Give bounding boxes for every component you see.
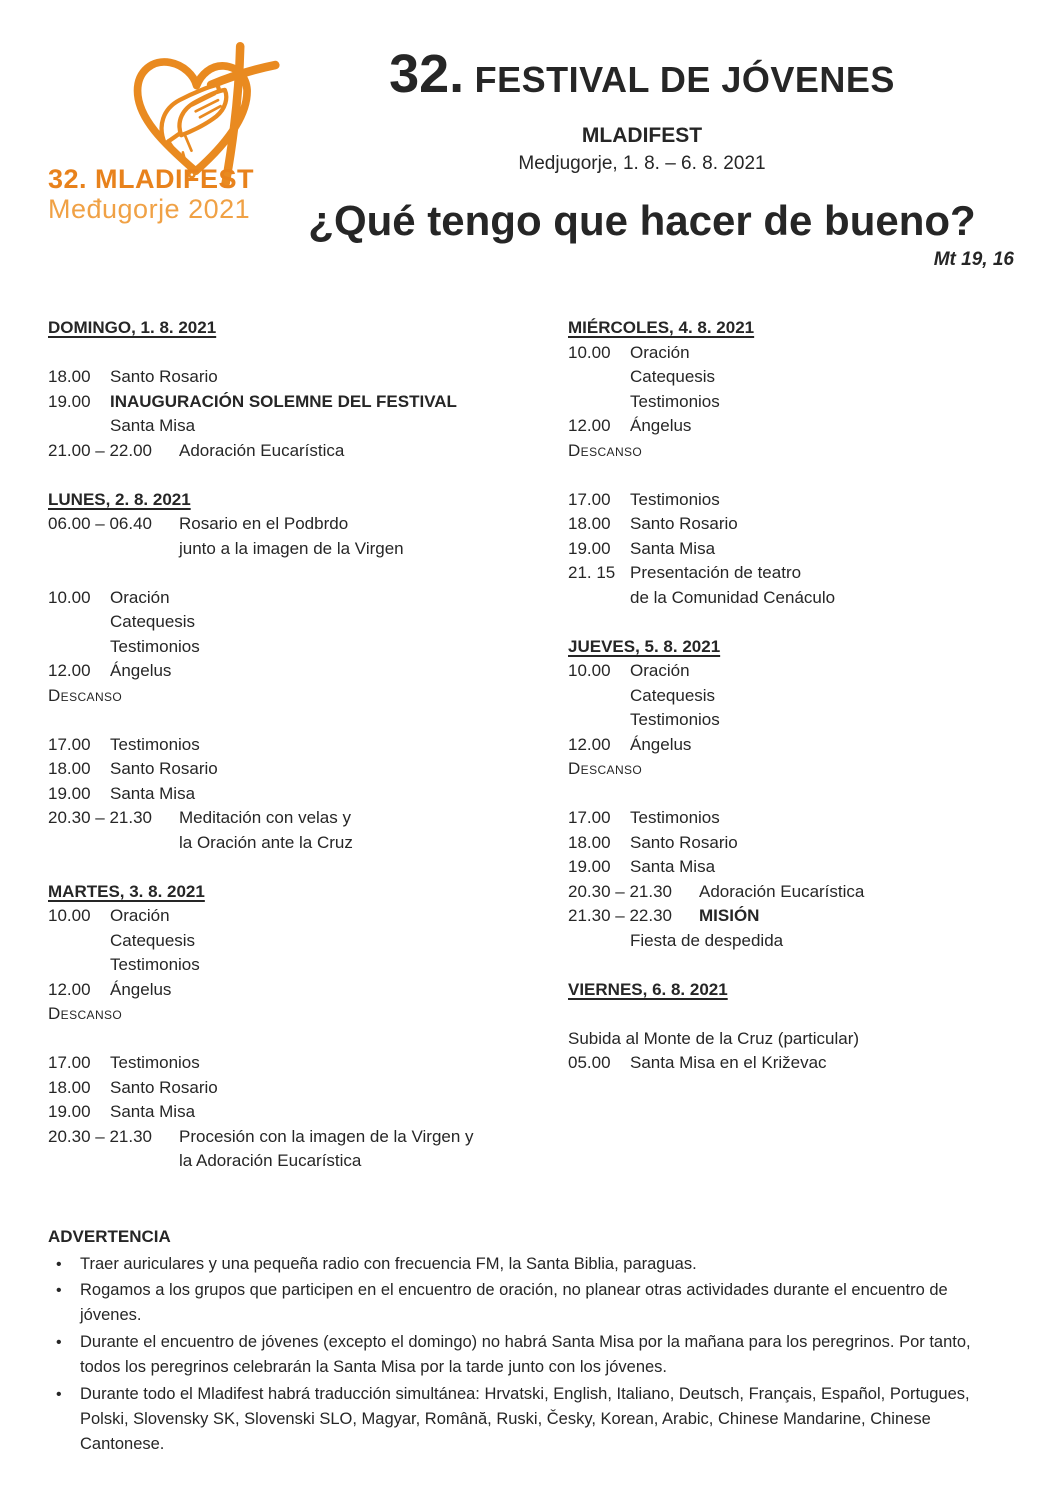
event-text: Testimonios bbox=[110, 955, 200, 974]
event-text: Santa Misa bbox=[630, 538, 716, 558]
schedule-row bbox=[568, 880, 1018, 905]
event-text: Adoración Eucarística bbox=[179, 440, 345, 460]
spacer-row bbox=[48, 561, 520, 586]
mladifest-logo bbox=[48, 36, 318, 226]
time-cell bbox=[48, 929, 110, 954]
event-text: la Adoración Eucarística bbox=[179, 1151, 362, 1170]
page-title bbox=[280, 44, 1004, 114]
time-cell: 21. 15 bbox=[568, 563, 616, 582]
festival-dates: Medjugorje, 1. 8. – 6. 8. 2021 bbox=[518, 153, 766, 174]
schedule-row bbox=[568, 806, 1018, 831]
event-text: Testimonios bbox=[630, 808, 720, 827]
notice-bullet-list bbox=[48, 1252, 1012, 1458]
schedule-row bbox=[48, 365, 520, 390]
time-cell: 17.00 bbox=[568, 489, 611, 509]
event-text: la Oración ante la Cruz bbox=[179, 832, 353, 852]
time-cell: 12.00 bbox=[48, 979, 91, 999]
time-cell: 12.00 bbox=[568, 416, 611, 435]
schedule-row bbox=[48, 1002, 520, 1027]
schedule-row bbox=[48, 1100, 520, 1125]
schedule-row bbox=[48, 586, 520, 611]
notice-bullet: • Traer auriculares y una pequeña radio con frecuencia FM, la Santa Biblia, paraguas. bbox=[48, 1252, 1012, 1277]
time-cell: 12.00 bbox=[568, 734, 611, 754]
notice-bullet: • Durante todo el Mladifest habrá traducción simultánea: Hrvatski, English, Italiano, Deutsch, Français, Español, Portugues, Polski, Slovensky SK, Slovenski SLO, Magyar, Română, Ruski, Česky, Korean, Arabic, Chinese Mandarine, Chinese Cantonese. bbox=[48, 1382, 1012, 1458]
schedule-row bbox=[48, 929, 520, 954]
day-section bbox=[48, 488, 520, 856]
schedule-row bbox=[48, 537, 520, 562]
spacer-row bbox=[568, 782, 1018, 807]
event-text: MISIÓN bbox=[699, 906, 760, 925]
event-text: Ángelus bbox=[630, 416, 692, 435]
time-cell bbox=[568, 365, 630, 390]
event-text: Santa Misa bbox=[630, 857, 716, 876]
day-title: MIÉRCOLES, 4. 8. 2021 bbox=[568, 318, 755, 337]
time-cell: 10.00 bbox=[568, 661, 611, 680]
spacer-row bbox=[48, 708, 520, 733]
time-cell: 17.00 bbox=[568, 808, 611, 827]
schedule-row bbox=[568, 904, 1018, 929]
day-section bbox=[48, 880, 520, 1174]
schedule-row bbox=[568, 929, 1018, 954]
time-cell: 20.30 – 21.30 bbox=[48, 1126, 152, 1146]
event-text: Santa Misa bbox=[110, 1102, 196, 1121]
event-text: Testimonios bbox=[110, 734, 200, 754]
schedule-row bbox=[568, 561, 1018, 586]
schedule-row bbox=[48, 659, 520, 684]
day-section bbox=[568, 635, 1018, 954]
time-cell: 18.00 bbox=[568, 832, 611, 852]
schedule-column-right bbox=[568, 316, 1018, 1174]
event-text: Oración bbox=[110, 587, 170, 607]
event-text: Santa Misa bbox=[110, 783, 196, 803]
time-cell: 10.00 bbox=[48, 906, 91, 925]
time-cell: 21.00 – 22.00 bbox=[48, 440, 152, 460]
time-cell: 21.30 – 22.30 bbox=[568, 906, 672, 925]
time-cell: 18.00 bbox=[48, 759, 91, 778]
day-title: JUEVES, 5. 8. 2021 bbox=[568, 636, 721, 656]
festival-subtitle: MLADIFEST bbox=[581, 124, 703, 147]
logo-text-medjugorje: Međugorje 2021 bbox=[48, 194, 251, 224]
break-label: Descanso bbox=[48, 1004, 123, 1023]
time-cell: 18.00 bbox=[568, 514, 611, 533]
event-text: Fiesta de despedida bbox=[630, 930, 784, 950]
notice-section bbox=[0, 1224, 1048, 1458]
schedule-row bbox=[568, 831, 1018, 856]
spacer-row bbox=[48, 1027, 520, 1052]
schedule bbox=[0, 316, 1048, 1174]
schedule-row bbox=[568, 1027, 1018, 1052]
event-text: Catequesis bbox=[630, 367, 716, 386]
event-text: Rosario en el Podbrdo bbox=[179, 514, 349, 533]
schedule-row bbox=[48, 806, 520, 831]
day-section bbox=[568, 316, 1018, 610]
spacer-row bbox=[568, 1002, 1018, 1027]
time-cell: 06.00 – 06.40 bbox=[48, 514, 152, 533]
break-label: Descanso bbox=[48, 685, 123, 705]
time-cell bbox=[48, 610, 110, 635]
schedule-row bbox=[568, 757, 1018, 782]
event-text: Testimonios bbox=[630, 391, 720, 411]
schedule-row bbox=[48, 733, 520, 758]
notice-bullet: • Durante el encuentro de jóvenes (excepto el domingo) no habrá Santa Misa por la mañana para los peregrinos. Por tanto, todos los peregrinos celebrarán la Santa Misa por la tarde junto con los jóvenes. bbox=[48, 1330, 1012, 1381]
schedule-row bbox=[48, 439, 520, 464]
schedule-row bbox=[48, 757, 520, 782]
festival-number: 32. bbox=[389, 44, 465, 104]
event-text: Ángelus bbox=[630, 734, 692, 754]
document-header bbox=[280, 44, 1004, 245]
event-text: junto a la imagen de la Virgen bbox=[179, 538, 404, 558]
time-cell: 05.00 bbox=[568, 1053, 611, 1072]
schedule-row bbox=[568, 1051, 1018, 1076]
schedule-row bbox=[568, 512, 1018, 537]
schedule-row bbox=[568, 537, 1018, 562]
time-cell: 19.00 bbox=[568, 538, 611, 558]
schedule-row bbox=[568, 586, 1018, 611]
schedule-row bbox=[568, 659, 1018, 684]
festival-title: FESTIVAL DE JÓVENES bbox=[464, 59, 895, 100]
schedule-row bbox=[568, 414, 1018, 439]
time-cell: 10.00 bbox=[48, 587, 91, 607]
time-cell: 19.00 bbox=[48, 1102, 91, 1121]
break-label: Descanso bbox=[568, 759, 643, 778]
break-label: Descanso bbox=[568, 440, 643, 460]
time-cell: 18.00 bbox=[48, 1077, 91, 1097]
schedule-row bbox=[568, 390, 1018, 415]
notice-bullet: • Rogamos a los grupos que participen en el encuentro de oración, no planear otras actividades durante el encuentro de jóvenes. bbox=[48, 1278, 1012, 1329]
event-text: Catequesis bbox=[110, 930, 196, 950]
bible-verse-reference: Mt 19, 16 bbox=[933, 249, 1014, 270]
event-text: Procesión con la imagen de la Virgen y bbox=[179, 1126, 474, 1146]
event-text: Presentación de teatro bbox=[630, 563, 802, 582]
schedule-column-left bbox=[48, 316, 520, 1174]
schedule-row bbox=[48, 1051, 520, 1076]
festival-motto: ¿Qué tengo que hacer de bueno? bbox=[308, 197, 976, 244]
time-cell: 12.00 bbox=[48, 661, 91, 680]
event-text: Testimonios bbox=[630, 489, 720, 509]
event-text: Oración bbox=[110, 906, 170, 925]
time-cell bbox=[48, 831, 179, 856]
event-text: Santo Rosario bbox=[630, 514, 738, 533]
time-cell bbox=[568, 929, 630, 954]
day-title: MARTES, 3. 8. 2021 bbox=[48, 881, 205, 901]
time-cell bbox=[48, 414, 110, 439]
time-cell: 19.00 bbox=[568, 857, 611, 876]
event-text: Santa Misa en el Križevac bbox=[630, 1053, 827, 1072]
schedule-row bbox=[48, 610, 520, 635]
time-cell: 20.30 – 21.30 bbox=[48, 808, 152, 827]
schedule-row bbox=[568, 488, 1018, 513]
event-text: Catequesis bbox=[630, 685, 716, 705]
event-text: Santo Rosario bbox=[110, 1077, 218, 1097]
event-text: Testimonios bbox=[110, 636, 200, 656]
time-cell: 10.00 bbox=[568, 342, 611, 362]
schedule-row bbox=[48, 953, 520, 978]
event-text: Santo Rosario bbox=[630, 832, 738, 852]
event-text: Adoración Eucarística bbox=[699, 881, 865, 901]
schedule-row bbox=[48, 978, 520, 1003]
schedule-row bbox=[48, 782, 520, 807]
time-cell bbox=[48, 953, 110, 978]
schedule-row bbox=[568, 439, 1018, 464]
day-title: VIERNES, 6. 8. 2021 bbox=[568, 979, 728, 999]
schedule-row bbox=[48, 414, 520, 439]
schedule-row bbox=[48, 390, 520, 415]
schedule-row bbox=[568, 684, 1018, 709]
event-text: Testimonios bbox=[630, 710, 720, 729]
schedule-row bbox=[48, 1125, 520, 1150]
schedule-row bbox=[48, 904, 520, 929]
schedule-row bbox=[568, 855, 1018, 880]
event-text: Oración bbox=[630, 661, 690, 680]
schedule-row bbox=[48, 512, 520, 537]
logo-text-mladifest: 32. MLADIFEST bbox=[48, 164, 255, 194]
schedule-row bbox=[568, 733, 1018, 758]
event-text: Santo Rosario bbox=[110, 367, 218, 386]
schedule-row bbox=[568, 708, 1018, 733]
time-cell bbox=[568, 684, 630, 709]
event-text: Testimonios bbox=[110, 1053, 200, 1072]
schedule-row bbox=[48, 1076, 520, 1101]
event-text: Catequesis bbox=[110, 612, 196, 631]
event-text: de la Comunidad Cenáculo bbox=[630, 587, 836, 607]
event-text: Santa Misa bbox=[110, 416, 196, 435]
time-cell bbox=[568, 708, 630, 733]
schedule-row bbox=[568, 341, 1018, 366]
time-cell bbox=[568, 390, 630, 415]
time-cell: 17.00 bbox=[48, 734, 91, 754]
day-section bbox=[48, 316, 520, 463]
day-section bbox=[568, 978, 1018, 1076]
schedule-row bbox=[48, 635, 520, 660]
event-text: Meditación con velas y bbox=[179, 808, 351, 827]
event-text: Oración bbox=[630, 342, 690, 362]
event-text: INAUGURACIÓN SOLEMNE DEL FESTIVAL bbox=[110, 391, 457, 411]
time-cell bbox=[48, 537, 179, 562]
event-text: Santo Rosario bbox=[110, 759, 218, 778]
day-title: LUNES, 2. 8. 2021 bbox=[48, 489, 191, 509]
time-cell: 19.00 bbox=[48, 391, 91, 411]
event-text: Ángelus bbox=[110, 979, 172, 999]
day-title: DOMINGO, 1. 8. 2021 bbox=[48, 318, 217, 337]
time-cell: 18.00 bbox=[48, 367, 91, 386]
schedule-row bbox=[48, 831, 520, 856]
time-cell bbox=[48, 635, 110, 660]
schedule-row bbox=[48, 1149, 520, 1174]
time-cell: 17.00 bbox=[48, 1053, 91, 1072]
time-cell bbox=[568, 586, 630, 611]
time-cell: 20.30 – 21.30 bbox=[568, 881, 672, 901]
time-cell: 19.00 bbox=[48, 783, 91, 803]
schedule-row bbox=[568, 365, 1018, 390]
schedule-row bbox=[48, 684, 520, 709]
notice-title: ADVERTENCIA bbox=[48, 1226, 171, 1246]
spacer-row bbox=[48, 341, 520, 366]
time-cell bbox=[48, 1149, 179, 1174]
spacer-row bbox=[568, 463, 1018, 488]
event-text: Ángelus bbox=[110, 661, 172, 680]
event-text: Subida al Monte de la Cruz (particular) bbox=[568, 1028, 860, 1048]
